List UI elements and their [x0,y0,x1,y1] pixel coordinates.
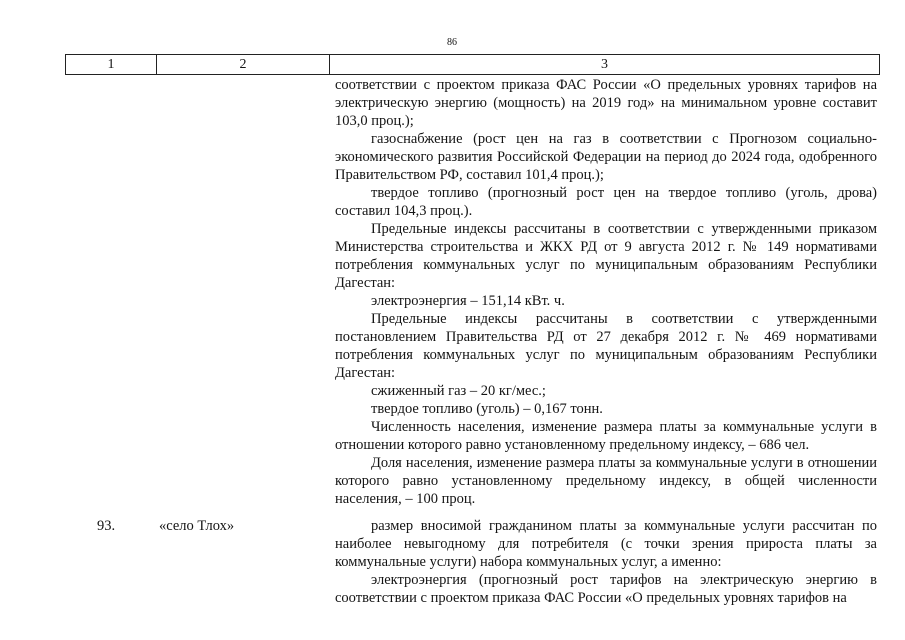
paragraph: Доля населения, изменение размера платы за коммунальные услуги в отношении которого равно установленному предельному индексу, в общей численности населения, – 100 проц. [335,455,877,507]
paragraph: размер вносимой гражданином платы за коммунальные услуги рассчитан по наиболее невыгодному для потребителя (с точки зрения прироста платы за коммунальные услуги) набора коммунальных услуг, а именно: [335,518,877,570]
row-text [335,517,877,607]
paragraph: электроэнергия – 151,14 кВт. ч. [371,293,565,309]
page-number: 86 [447,37,457,48]
row-number: 93. [97,518,116,534]
paragraph: газоснабжение (рост цен на газ в соответствии с Прогнозом социально-экономического развития Российской Федерации на период до 2024 года, одобренного Правительством РФ, составил 101,4 проц.); [335,131,877,183]
header-col-1: 1 [107,57,115,72]
continued-text [335,76,877,508]
paragraph: соответствии с проектом приказа ФАС России «О предельных уровнях тарифов на электрическую энергию (мощность) на 2019 год» на минимальном уровне составит 103,0 проц.); [335,77,877,129]
paragraph: Предельные индексы рассчитаны в соответствии с утвержденными постановлением Правительства РД от 27 декабря 2012 г. № 469 нормативами потребления коммунальных услуг по муниципальным образованиям Республики Дагестан: [335,311,877,381]
paragraph: твердое топливо (прогнозный рост цен на твердое топливо (уголь, дрова) составил 104,3 проц.). [335,185,877,219]
paragraph: электроэнергия (прогнозный рост тарифов на электрическую энергию в соответствии с проектом приказа ФАС России «О предельных уровнях тарифов на [335,572,877,606]
paragraph: сжиженный газ – 20 кг/мес.; [371,383,546,399]
paragraph: Численность населения, изменение размера платы за коммунальные услуги в отношении которого равно установленному предельному индексу, – 686 чел. [335,419,877,453]
table-header [65,54,880,75]
paragraph: Предельные индексы рассчитаны в соответствии с утвержденными приказом Министерства строительства и ЖКХ РД от 9 августа 2012 г. № 149 нормативами потребления коммунальных услуг по муниципальным образованиям Республики Дагестан: [335,221,877,291]
row-name: «село Тлох» [159,518,235,534]
header-col-3: 3 [329,55,879,74]
header-col-2: 2 [156,55,329,74]
paragraph: твердое топливо (уголь) – 0,167 тонн. [371,401,603,417]
